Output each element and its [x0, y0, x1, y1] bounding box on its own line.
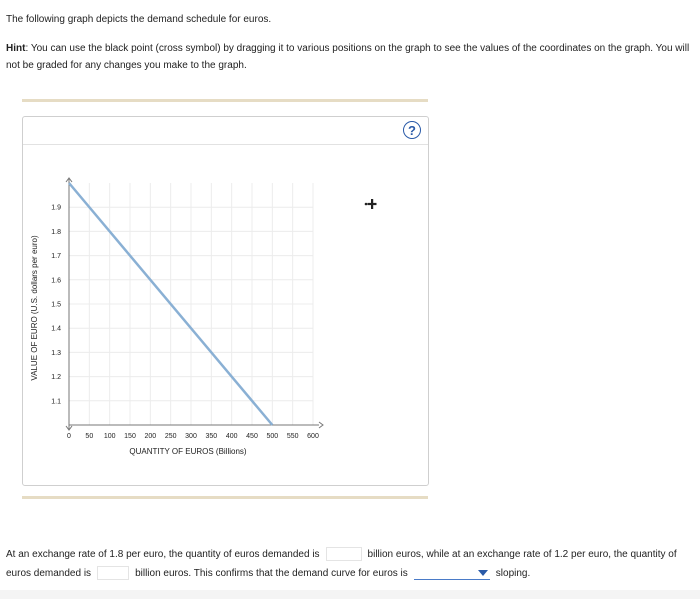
help-icon[interactable]: ?: [403, 121, 421, 139]
footer-bar: [0, 590, 700, 599]
hint-text: [6, 40, 691, 74]
y-tick-label: 1.5: [51, 301, 61, 309]
x-tick-label: 550: [286, 433, 299, 440]
top-divider: [22, 99, 428, 102]
answer-input-1-8[interactable]: [326, 547, 362, 561]
x-axis-arrow: [319, 422, 323, 428]
question-part-1: At an exchange rate of 1.8 per euro, the quantity of euros demanded is: [6, 549, 320, 560]
question-part-2: billion euros, while at an exchange rate of 1.2 per euro, the quantity of euros demanded is: [6, 549, 677, 579]
x-tick-label: 450: [246, 433, 258, 440]
question-part-4: sloping.: [495, 568, 531, 579]
y-tick-label: 1.1: [51, 398, 61, 406]
chevron-down-icon[interactable]: [478, 570, 488, 576]
x-tick-label: 150: [124, 433, 136, 440]
y-tick-label: 1.3: [51, 349, 61, 357]
x-tick-label: 50: [85, 433, 94, 440]
y-tick-label: 1.8: [51, 228, 61, 236]
x-tick-label: 200: [144, 433, 157, 440]
x-tick-label: 600: [307, 433, 319, 440]
y-tick-label: 1.7: [51, 253, 61, 261]
x-axis-title: QUANTITY OF EUROS (Billions): [129, 447, 247, 456]
slope-dropdown[interactable]: [414, 567, 490, 580]
chart-grid: [69, 183, 313, 425]
y-tick-label: 1.6: [51, 277, 61, 285]
graph-panel: [22, 116, 429, 486]
x-tick-label: 300: [185, 433, 197, 440]
x-tick-label: 500: [266, 433, 279, 440]
x-tick-label: 100: [103, 433, 116, 440]
drag-point-icon[interactable]: [365, 199, 377, 209]
x-tick-label: 350: [205, 433, 218, 440]
answer-input-1-2[interactable]: [97, 566, 129, 580]
y-tick-label: 1.9: [51, 204, 61, 212]
demand-chart: [23, 117, 428, 485]
y-axis-title: VALUE OF EURO (U.S. dollars per euro): [30, 235, 39, 381]
x-tick-label: 400: [225, 433, 238, 440]
hint-label: Hint: [6, 43, 26, 54]
bottom-divider: [22, 496, 428, 499]
y-tick-label: 1.4: [51, 325, 61, 333]
x-tick-label: 0: [67, 433, 71, 440]
question-part-3: billion euros. This confirms that the demand curve for euros is: [135, 568, 408, 579]
x-tick-label: 250: [164, 433, 177, 440]
y-tick-label: 1.2: [51, 374, 61, 382]
hint-body: : You can use the black point (cross symbol) by dragging it to various positions on the graph to see the values of the coordinates on the graph. You will not be graded for any changes you make to the graph.: [6, 43, 690, 71]
question-text: [6, 545, 696, 583]
intro-text: The following graph depicts the demand schedule for euros.: [6, 14, 272, 25]
